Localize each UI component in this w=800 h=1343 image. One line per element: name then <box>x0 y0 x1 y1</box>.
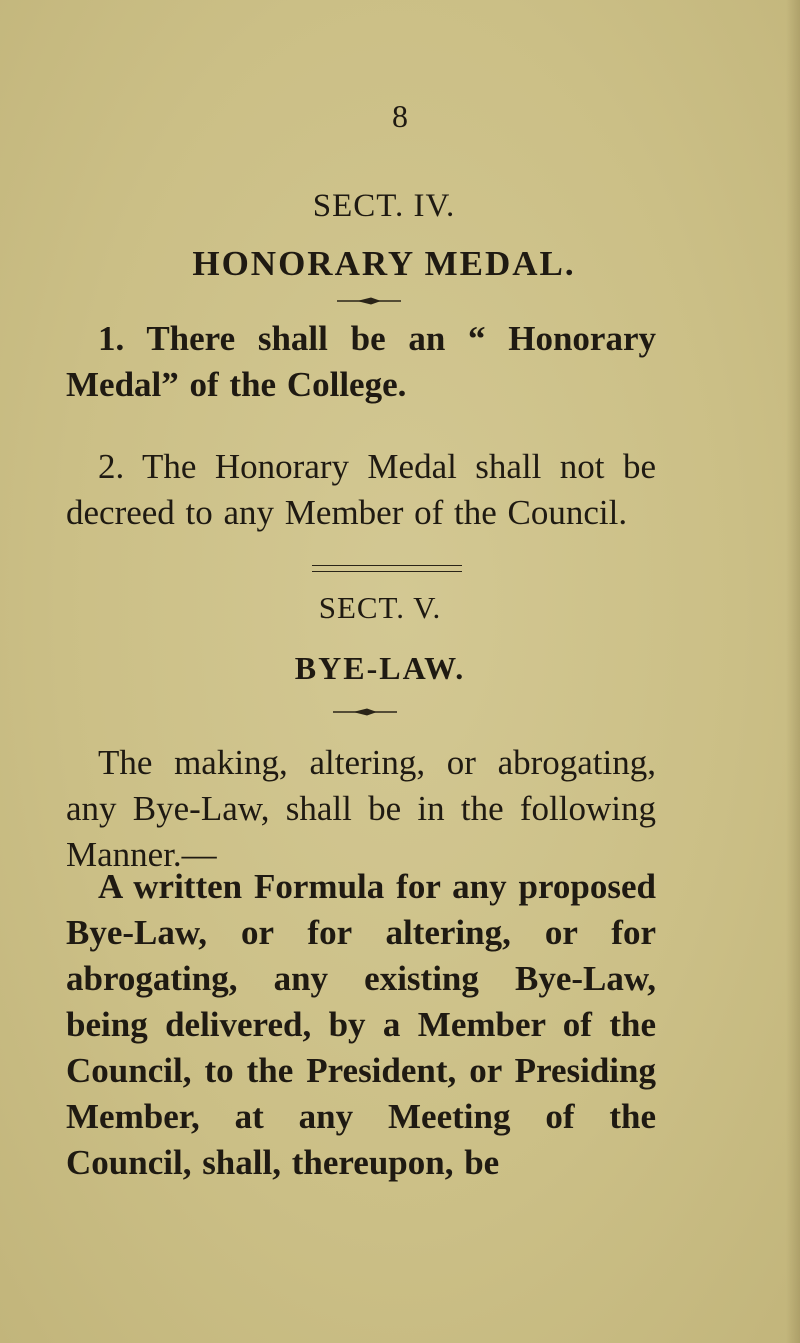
paragraph-medal-not-decreed: 2. The Honorary Medal shall not be decreed to any Member of the Council. <box>66 447 656 532</box>
double-rule-divider <box>312 565 462 572</box>
page-number: 8 <box>392 98 408 134</box>
paragraph-honorary-medal: 1. There shall be an “ Honorary Medal” of the College. <box>66 319 656 404</box>
section-iv-heading: SECT. IV. <box>312 188 456 224</box>
paragraph-written-formula: A written Formula for any proposed Bye-Law, or for altering, or for abrogating, any existing Bye-Law, being delivered, by a Member of the Council, to the President, or Presiding Member, at any Meeting of the Council, shall, thereupon, be <box>66 867 656 1182</box>
section-v-heading: SECT. V. <box>318 590 442 625</box>
dash-ornament-icon <box>337 294 401 308</box>
paragraph-bye-law-intro: The making, altering, or abrogating, any Bye-Law, shall be in the following Manner.— <box>66 743 656 874</box>
dash-ornament-icon <box>333 705 397 719</box>
section-iv-title: HONORARY MEDAL. <box>192 244 576 283</box>
section-v-title: BYE-LAW. <box>294 650 466 686</box>
page-edge-shadow <box>786 0 800 1343</box>
